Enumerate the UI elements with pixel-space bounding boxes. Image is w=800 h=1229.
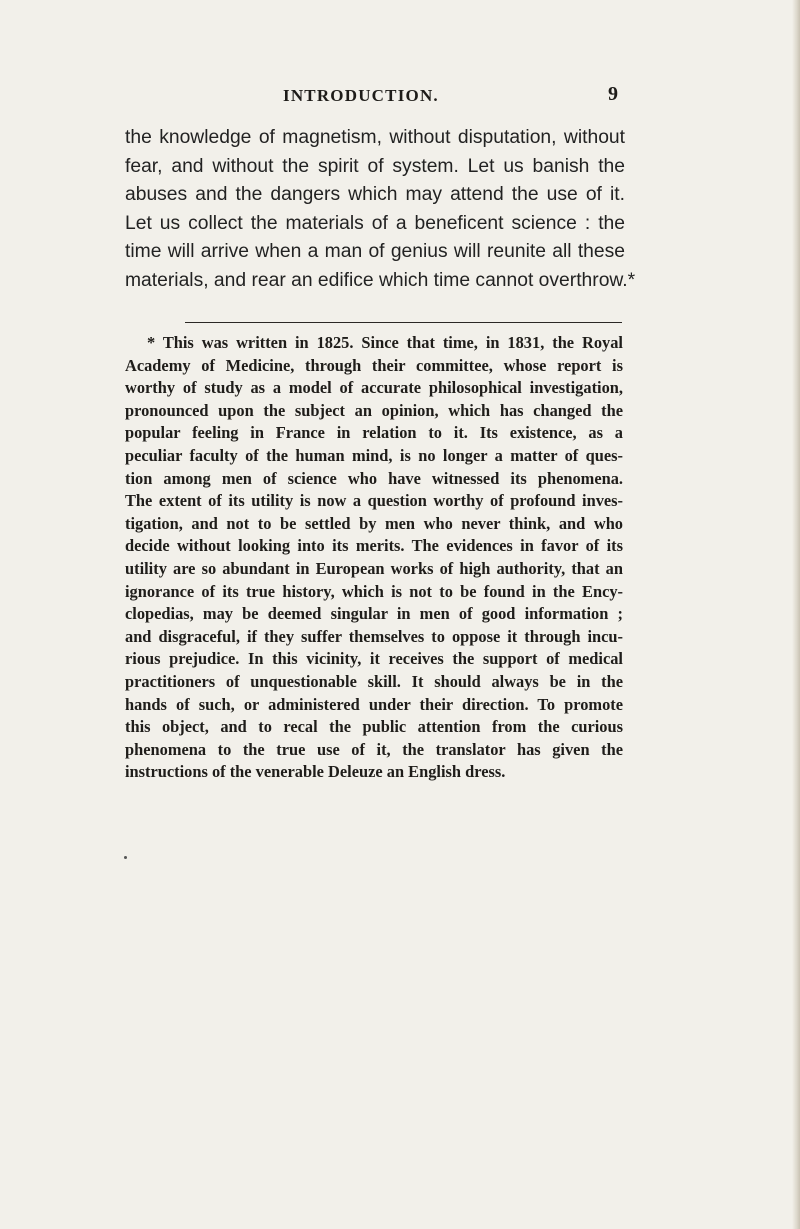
footnote-line: * This was written in 1825. Since that time, in 1831, the Royal: [147, 333, 623, 352]
footnote-line: ignorance of its true history, which is not to be found in the Ency-: [125, 581, 623, 601]
footnote: [125, 332, 623, 784]
running-head: INTRODUCTION.: [283, 86, 439, 105]
footnote-divider: [185, 322, 622, 323]
footnote-line: tigation, and not to be settled by men who never think, and who: [125, 513, 623, 533]
footnote-line: this object, and to recal the public attention from the curious: [125, 717, 623, 737]
page-header: [0, 83, 800, 112]
main-text-line: abuses and the dangers which may attend the use of it.: [125, 184, 625, 206]
footnote-line: popular feeling in France in relation to it. Its existence, as a: [125, 423, 623, 443]
footnote-line: decide without looking into its merits. The evidences in favor of its: [125, 536, 623, 556]
footnote-line: and disgraceful, if they suffer themselves to oppose it through incu-: [125, 626, 623, 646]
main-text-line: the knowledge of magnetism, without disputation, without: [125, 127, 625, 148]
footnote-line: clopedias, may be deemed singular in men of good information ;: [125, 604, 623, 624]
main-text-line: materials, and rear an edifice which time cannot overthrow.*: [125, 269, 636, 291]
page-edge-shadow: [792, 0, 800, 1229]
footnote-line: Academy of Medicine, through their committee, whose report is: [125, 355, 623, 375]
footnote-line: peculiar faculty of the human mind, is no longer a matter of ques-: [125, 445, 623, 465]
main-text-line: time will arrive when a man of genius will reunite all these: [125, 241, 625, 263]
main-paragraph: [125, 124, 636, 296]
main-text-line: fear, and without the spirit of system. Let us banish the: [125, 155, 625, 177]
footnote-line: hands of such, or administered under their direction. To promote: [125, 694, 623, 714]
page-number: 9: [608, 83, 618, 105]
footnote-line: pronounced upon the subject an opinion, which has changed the: [125, 400, 623, 420]
footnote-line: utility are so abundant in European works of high authority, that an: [125, 558, 623, 578]
ink-speck: [124, 856, 127, 859]
footnote-line: The extent of its utility is now a question worthy of profound inves-: [125, 491, 623, 511]
footnote-line: tion among men of science who have witnessed its phenomena.: [125, 468, 623, 488]
footnote-line: instructions of the venerable Deleuze an English dress.: [125, 762, 506, 782]
footnote-line: practitioners of unquestionable skill. It should always be in the: [125, 671, 623, 691]
footnote-line: worthy of study as a model of accurate philosophical investigation,: [125, 378, 623, 398]
footnote-line: phenomena to the true use of it, the translator has given the: [125, 739, 623, 759]
footnote-line: rious prejudice. In this vicinity, it receives the support of medical: [125, 649, 623, 669]
main-text-line: Let us collect the materials of a beneficent science : the: [125, 212, 625, 234]
